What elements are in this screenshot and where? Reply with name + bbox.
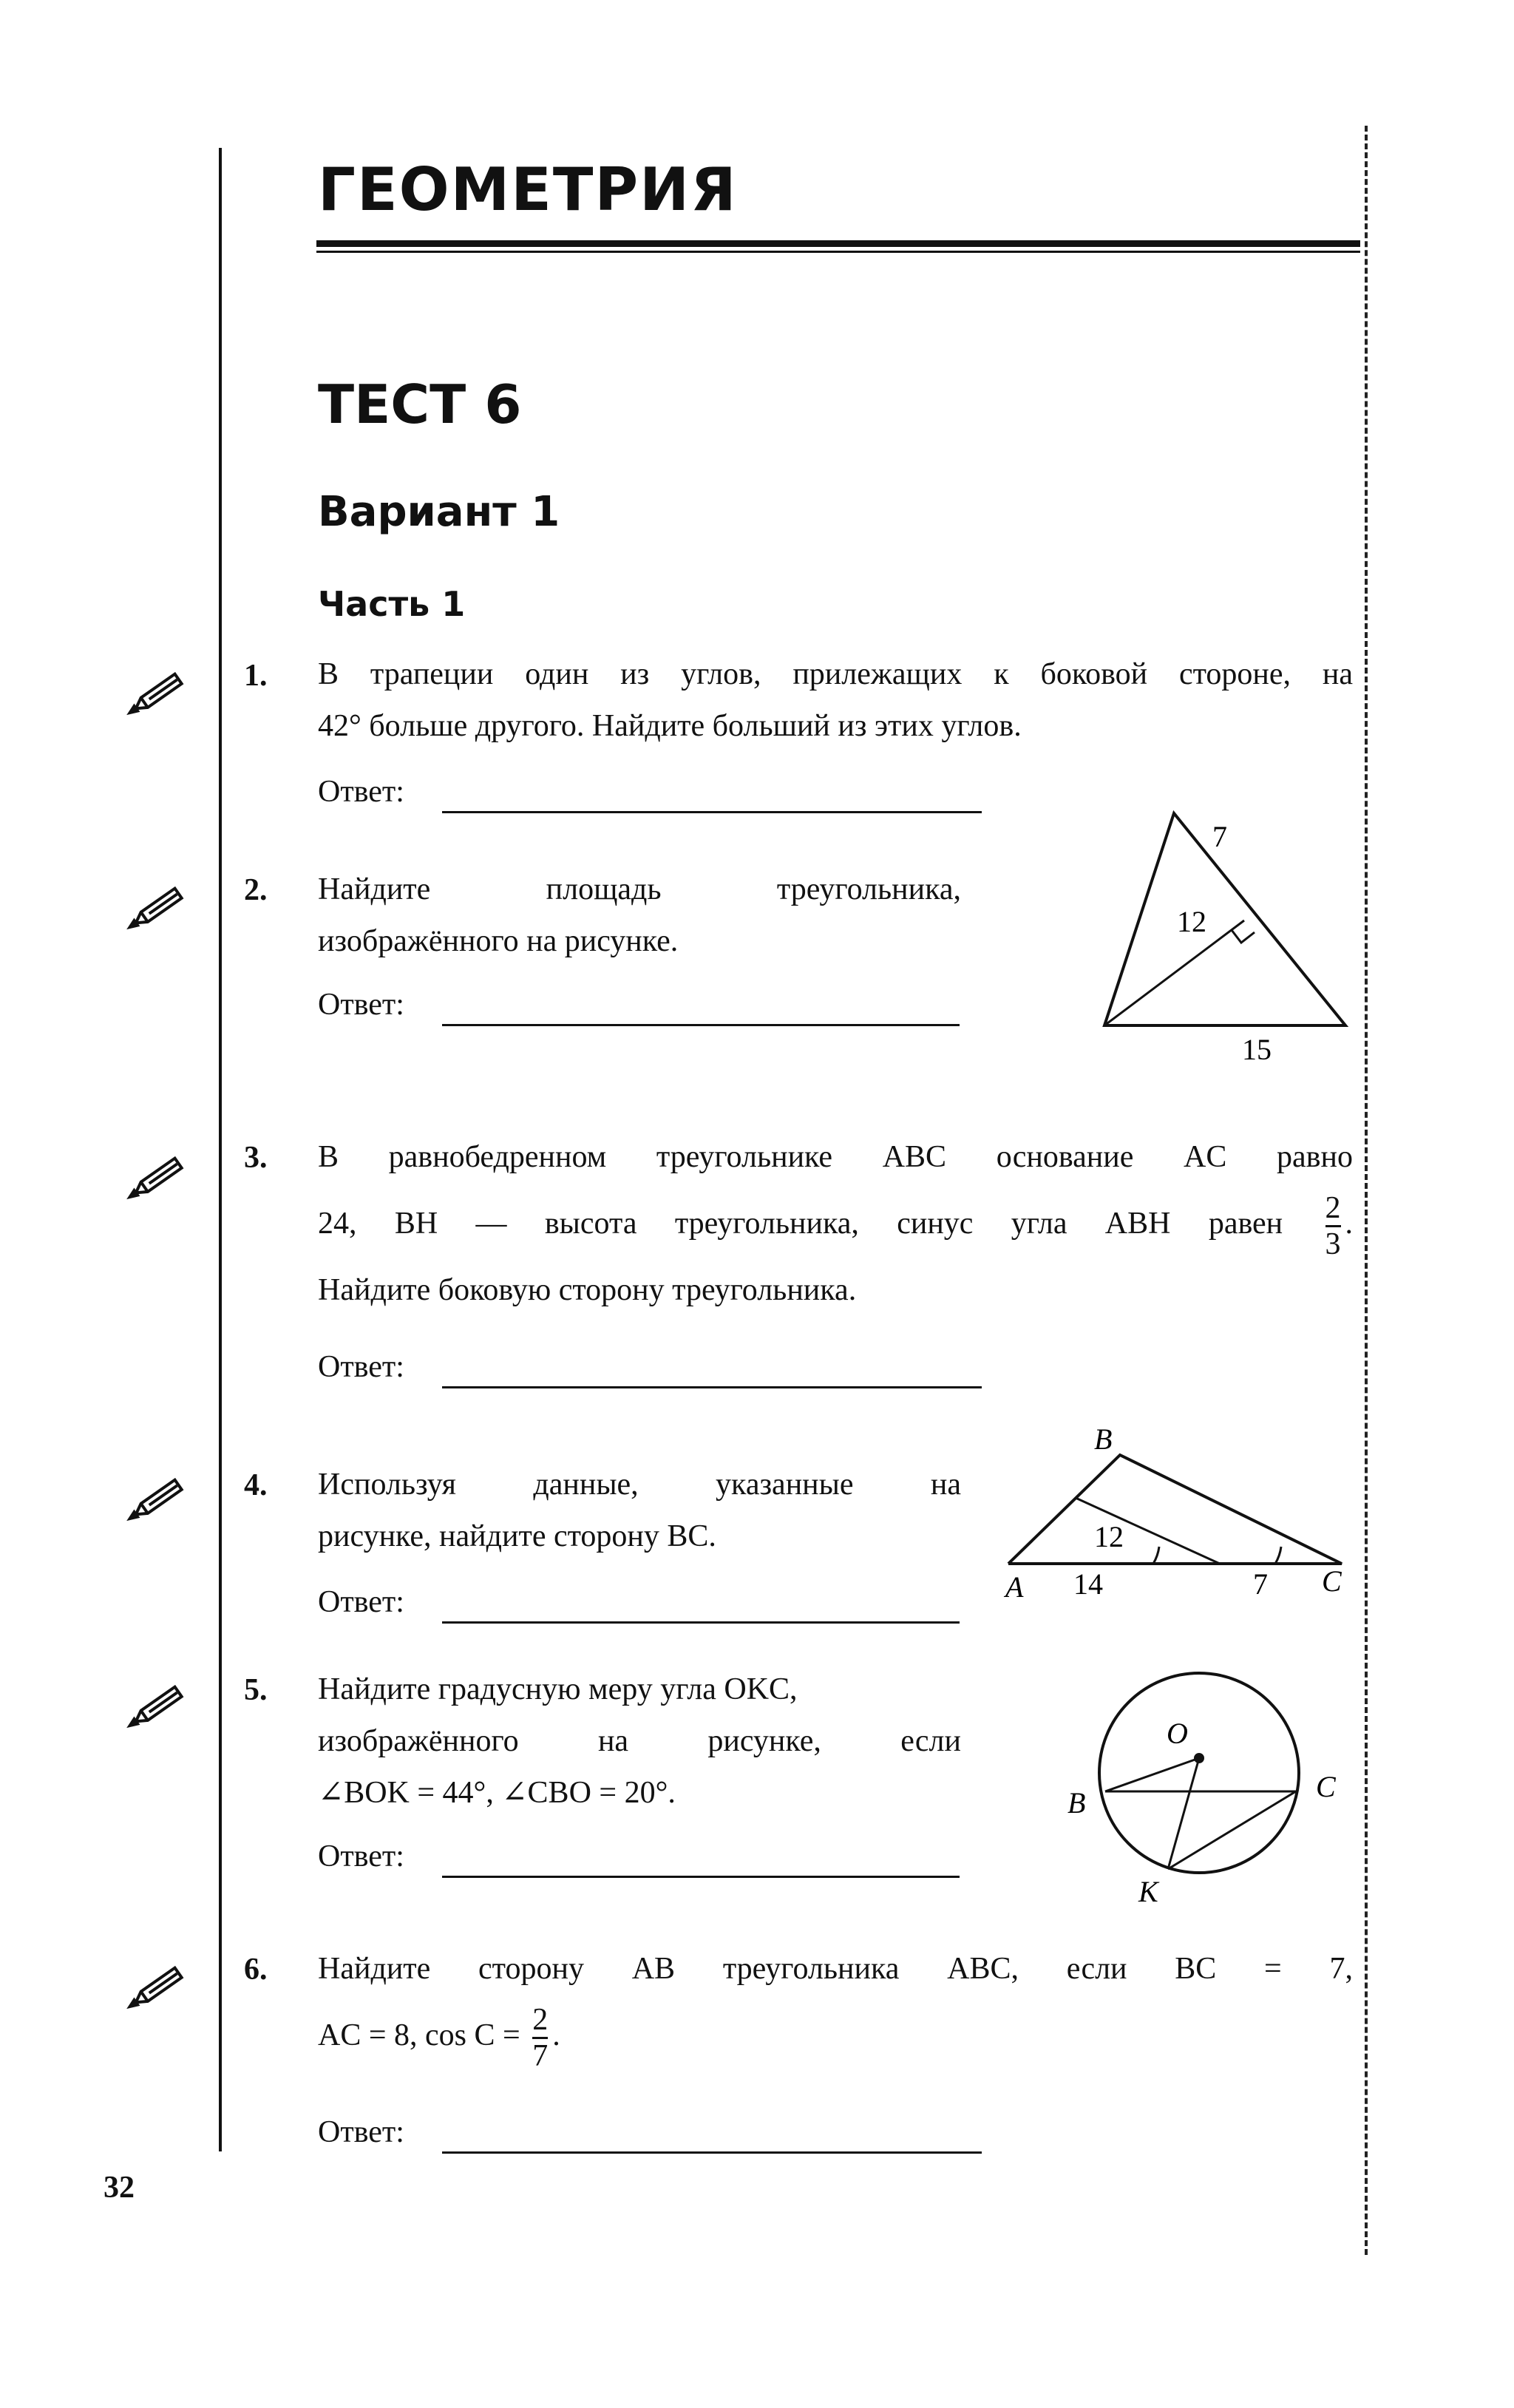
fraction-denominator: 3: [1325, 1225, 1341, 1261]
task-line-with-fraction: AC = 8, cos C = $\frac{2}{7}$ .: [318, 2002, 560, 2073]
cut-line: [1365, 126, 1368, 2255]
similar-triangles-figure: [991, 1420, 1360, 1612]
figure-label: 7: [1212, 820, 1227, 853]
pencil-icon: [118, 880, 192, 939]
section-title: ГЕОМЕТРИЯ: [318, 155, 738, 224]
answer-field[interactable]: [442, 1386, 982, 1388]
task-line: 24, BH — высота треугольника, синус угла ABH равен: [318, 1207, 1283, 1241]
answer-label: Ответ:: [318, 1585, 404, 1619]
task-line: Найдите сторону AB треугольника ABC, если BC = 7,: [318, 1952, 1353, 1986]
task-number: 1.: [244, 659, 268, 693]
task-line: Найдите боковую сторону треугольника.: [318, 1273, 857, 1307]
task-number: 5.: [244, 1673, 268, 1707]
answer-label: Ответ:: [318, 1839, 404, 1873]
task-number: 3.: [244, 1141, 268, 1175]
fraction-numerator: 2: [1325, 1190, 1341, 1225]
task-line: изображённого на рисунке, если: [318, 1724, 961, 1758]
point-label: K: [1138, 1875, 1158, 1908]
point-label: B: [1067, 1786, 1086, 1819]
answer-label: Ответ:: [318, 1350, 404, 1384]
task-number: 4.: [244, 1468, 268, 1502]
figure-label: 14: [1073, 1567, 1103, 1601]
vertex-label: A: [1005, 1570, 1024, 1604]
task-text: [318, 1943, 1353, 2076]
fraction-denominator: 7: [532, 2037, 548, 2073]
part-heading: Часть 1: [318, 584, 466, 624]
page-number: 32: [103, 2171, 135, 2205]
task-line: ∠BOK = 44°, ∠CBO = 20°.: [318, 1776, 676, 1810]
point-label: C: [1316, 1770, 1336, 1803]
margin-line: [219, 148, 222, 2151]
task-line: AC = 8, cos C =: [318, 2018, 520, 2052]
pencil-icon: [118, 1471, 192, 1530]
figure-label: 12: [1177, 905, 1206, 938]
answer-field[interactable]: [442, 811, 982, 813]
answer-field[interactable]: [442, 1876, 960, 1878]
task-text: [318, 1459, 961, 1562]
task-line: 42° больше другого. Найдите больший из этих углов.: [318, 709, 1022, 743]
task-text: [318, 648, 1353, 752]
task-line-with-fraction: 24, BH — высота треугольника, синус угла ABH равен $\frac{2}{3}$ .: [318, 1190, 1354, 1261]
pencil-icon: [118, 665, 192, 725]
vertex-label: B: [1094, 1422, 1113, 1456]
title-rule: [316, 240, 1360, 247]
task-line: рисунке, найдите сторону BC.: [318, 1519, 716, 1553]
figure-label: 7: [1253, 1567, 1268, 1601]
task-line: Найдите градусную меру угла OKC,: [318, 1672, 798, 1706]
task-line: Найдите площадь треугольника,: [318, 872, 961, 906]
task-text: [318, 1131, 1353, 1316]
figure-label: 15: [1242, 1033, 1272, 1066]
answer-field[interactable]: [442, 2151, 982, 2154]
variant-heading: Вариант 1: [318, 488, 560, 536]
answer-label: Ответ:: [318, 988, 404, 1022]
pencil-icon: [118, 1959, 192, 2018]
task-number: 6.: [244, 1953, 268, 1987]
pencil-icon: [118, 1678, 192, 1737]
test-heading: ТЕСТ 6: [318, 373, 522, 435]
task-line: изображённого на рисунке.: [318, 924, 679, 958]
answer-label: Ответ:: [318, 2115, 404, 2149]
pencil-icon: [118, 1150, 192, 1209]
point-label: O: [1167, 1717, 1188, 1750]
triangle-figure: [1087, 798, 1353, 1072]
answer-field[interactable]: [442, 1621, 960, 1624]
title-rule-thin: [316, 251, 1360, 253]
task-line: В трапеции один из углов, прилежащих к боковой стороне, на: [318, 657, 1353, 691]
figure-label: 12: [1094, 1520, 1124, 1553]
task-number: 2.: [244, 873, 268, 907]
task-text: [318, 864, 961, 967]
task-line: Используя данные, указанные на: [318, 1468, 961, 1502]
fraction: [1325, 1191, 1341, 1261]
vertex-label: C: [1322, 1564, 1342, 1598]
circle-figure: [1050, 1649, 1360, 1915]
task-text: [318, 1663, 961, 1819]
answer-field[interactable]: [442, 1024, 960, 1026]
answer-label: Ответ:: [318, 775, 404, 809]
task-line: В равнобедренном треугольнике ABC основание AC равно: [318, 1140, 1353, 1174]
fraction-numerator: 2: [532, 2002, 549, 2037]
fraction: [532, 2003, 548, 2073]
